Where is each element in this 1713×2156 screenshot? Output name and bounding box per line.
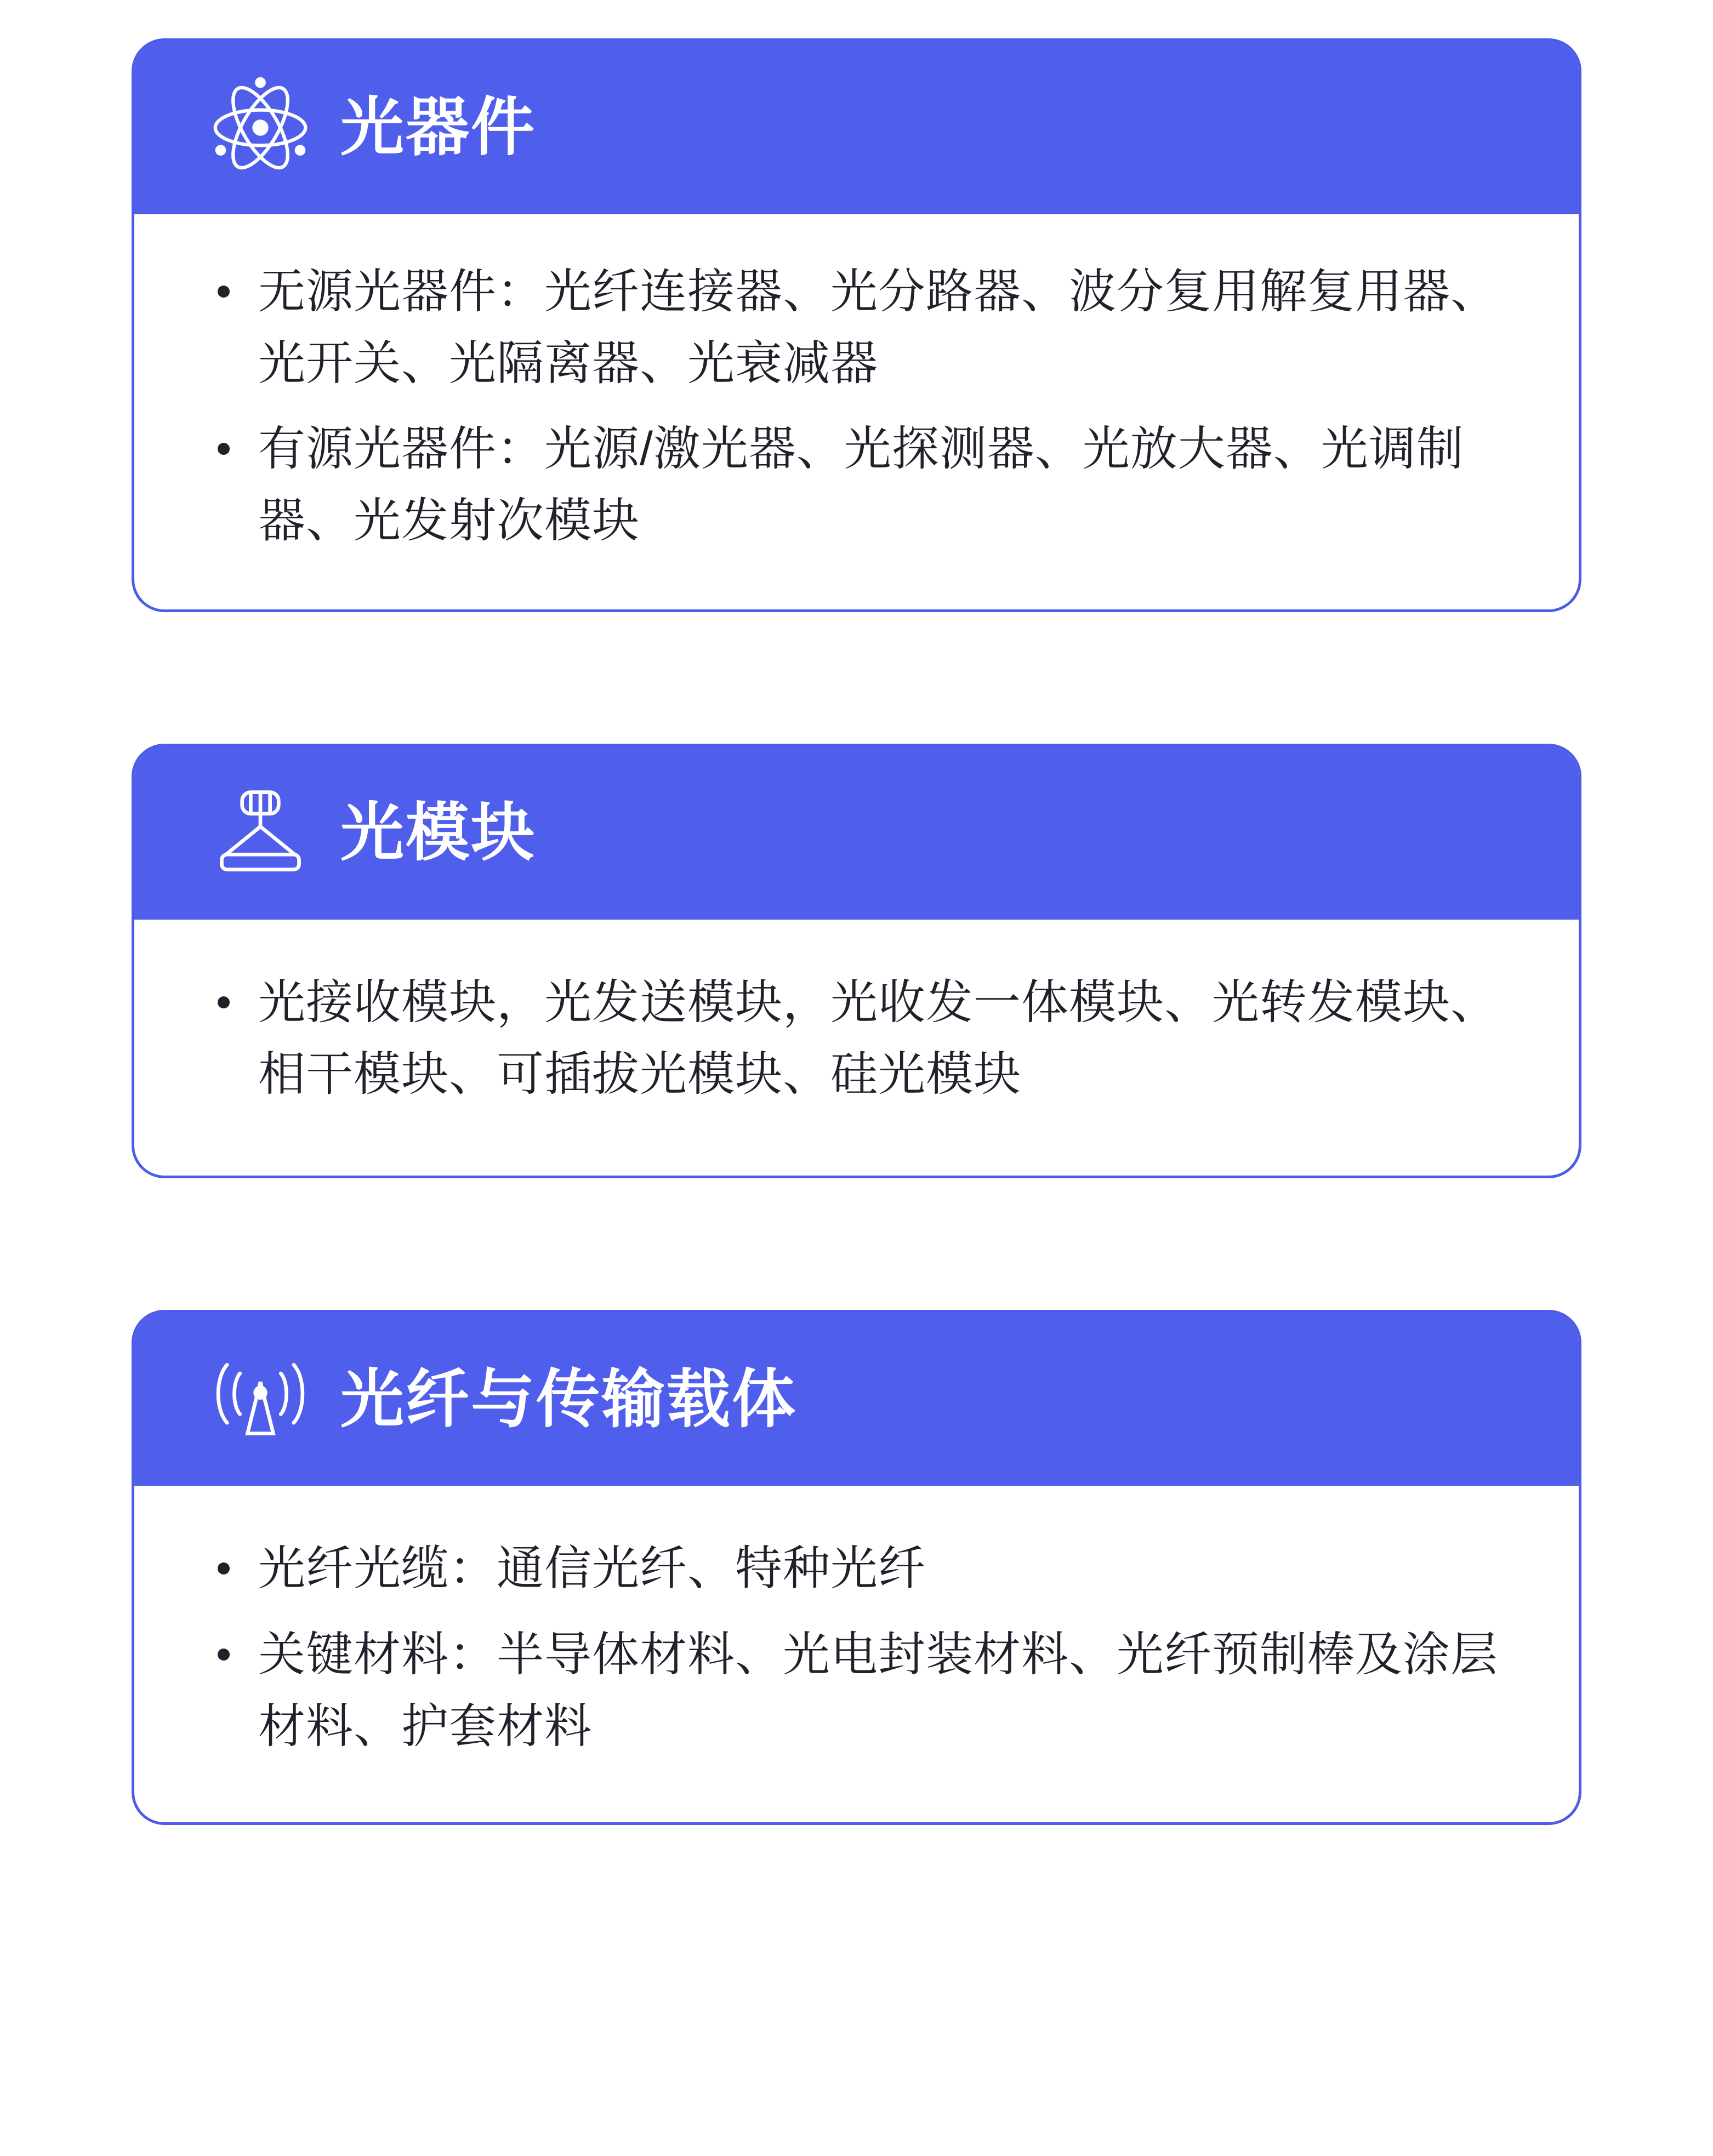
card-body (134, 1486, 1579, 1822)
card-header (134, 41, 1579, 214)
card-title: 光纤与传输载体 (340, 1363, 797, 1435)
card-fiber-and-transmission (132, 1310, 1581, 1825)
signal-antenna-icon (206, 1344, 315, 1454)
card-optical-modules (132, 744, 1581, 1178)
card-header (134, 1313, 1579, 1486)
bullet-list (206, 967, 1524, 1110)
card-body (134, 214, 1579, 609)
list-item: 有源光器件：光源/激光器、光探测器、光放大器、光调制器、光发射次模块 (206, 413, 1524, 556)
atom-icon (206, 73, 315, 182)
card-header (134, 746, 1579, 920)
list-item: 无源光器件：光纤连接器、光分路器、波分复用解复用器、光开关、光隔离器、光衰减器 (206, 256, 1524, 399)
card-title: 光器件 (340, 92, 536, 163)
list-item: 关键材料：半导体材料、光电封装材料、光纤预制棒及涂层材料、护套材料 (206, 1619, 1524, 1762)
card-title: 光模块 (340, 797, 536, 869)
list-item: 光纤光缆：通信光纤、特种光纤 (206, 1533, 1524, 1605)
bullet-list (206, 1533, 1524, 1762)
card-optical-devices (132, 38, 1581, 612)
list-item: 光接收模块，光发送模块，光收发一体模块、光转发模块、相干模块、可插拔光模块、硅光模块 (206, 967, 1524, 1110)
laser-module-icon (206, 778, 315, 888)
card-body (134, 920, 1579, 1176)
card-list (0, 38, 1713, 1825)
bullet-list (206, 256, 1524, 557)
